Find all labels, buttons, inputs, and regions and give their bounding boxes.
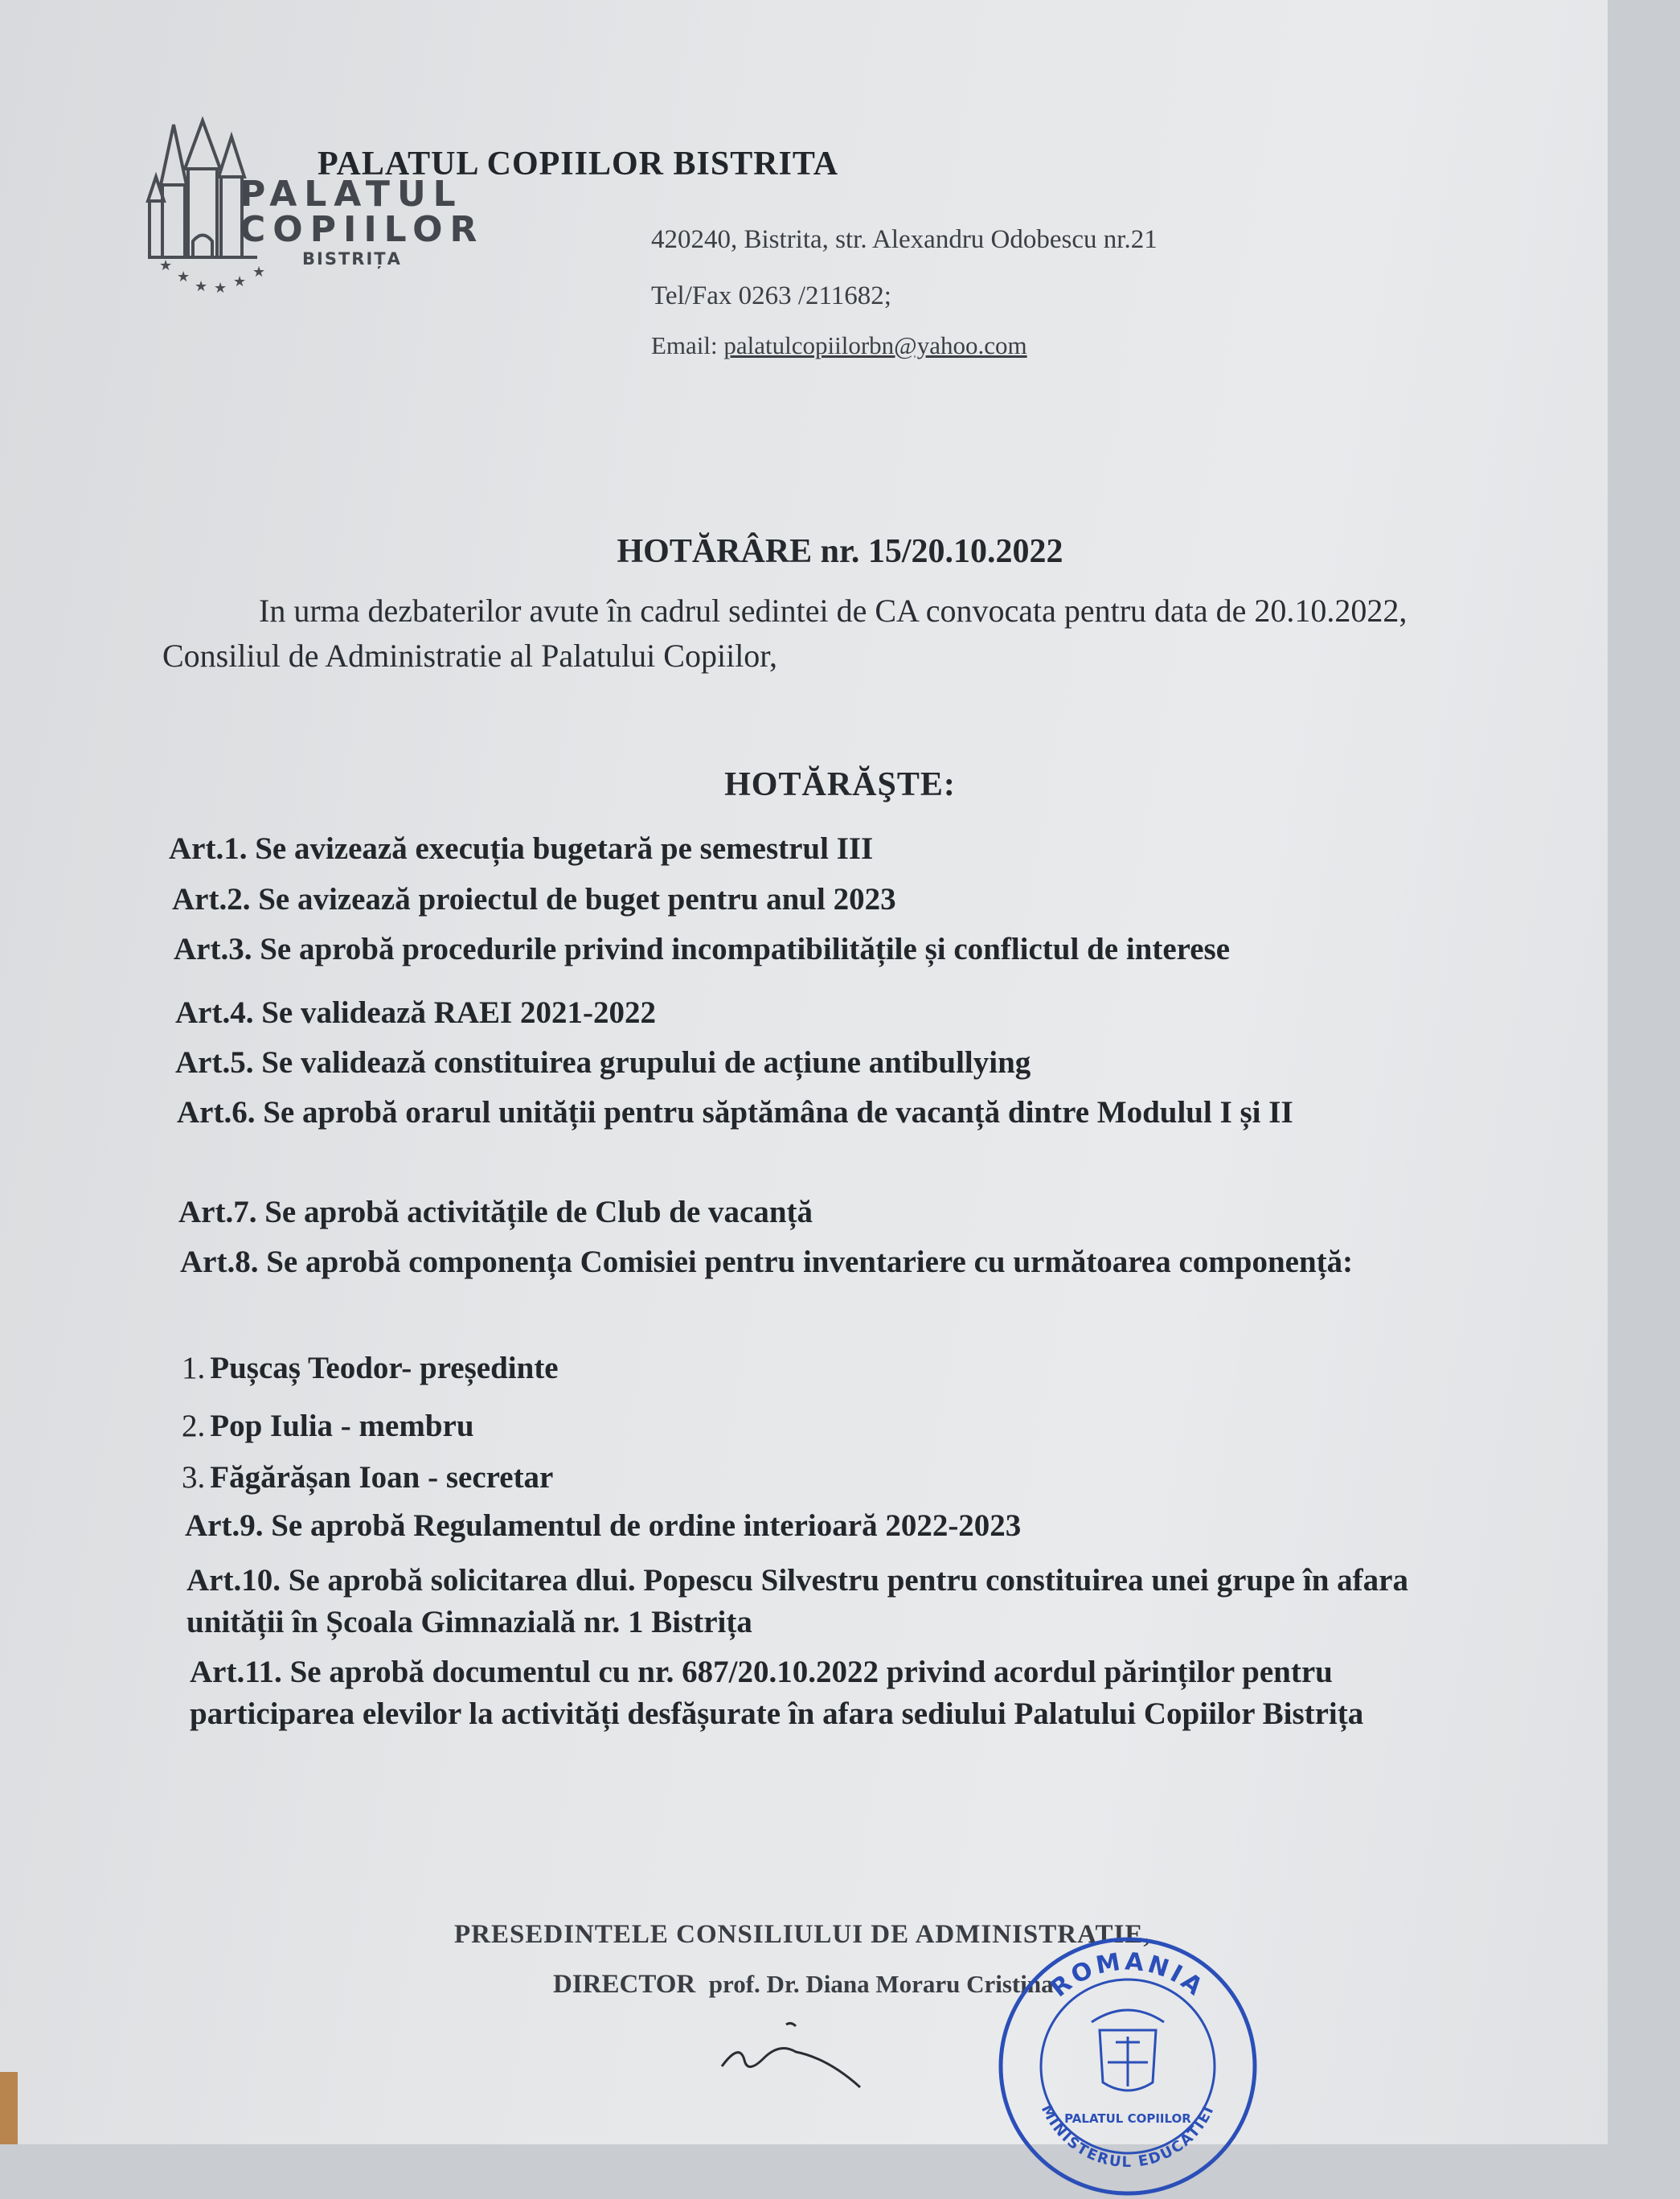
article-item	[172, 879, 896, 921]
svg-text:★: ★	[195, 278, 208, 295]
article-item	[190, 1651, 1468, 1735]
article-number: Art.8.	[180, 1245, 259, 1279]
logo-text-copiilor: COPIILOR	[240, 209, 485, 250]
article-text: Se aprobă Regulamentul de ordine interioară 2022-2023	[263, 1508, 1022, 1543]
member-name: Pușcaș Teodor- președinte	[210, 1351, 559, 1385]
article-item	[169, 828, 873, 870]
article-item	[175, 992, 656, 1034]
article-text: Se validează constituirea grupului de acțiune antibullying	[253, 1045, 1031, 1080]
article-text: Se aprobă orarul unității pentru săptămâna de vacanță dintre Modulul I și II	[255, 1095, 1293, 1130]
article-item	[178, 1192, 813, 1233]
phone-line: Tel/Fax 0263 /211682;	[651, 281, 891, 310]
article-number: Art.2.	[172, 882, 251, 917]
address-line: 420240, Bistrita, str. Alexandru Odobescu nr.21	[651, 225, 1158, 254]
email-link[interactable]: palatulcopiilorbn@yahoo.com	[723, 331, 1027, 359]
decree-heading: HOTĂRĂŞTE:	[724, 766, 956, 803]
logo-text-bistrita: BISTRIȚA	[302, 249, 402, 269]
svg-text:★: ★	[214, 280, 227, 297]
article-item	[175, 1042, 1031, 1084]
article-text: Se avizează execuția bugetară pe semestrul III	[247, 831, 874, 866]
director-label: DIRECTOR	[553, 1970, 696, 1999]
handwritten-signature	[707, 2010, 884, 2107]
commission-member	[182, 1348, 559, 1389]
intro-paragraph: In urma dezbaterilor avute în cadrul sedintei de CA convocata pentru data de 20.10.2022, Consiliul de Administratie al Palatului Copiilor,	[162, 593, 1408, 674]
president-role: PRESEDINTELE CONSILIULUI DE ADMINISTRATIE,	[454, 1920, 1151, 1949]
member-index: 3.	[182, 1460, 206, 1495]
article-number: Art.1.	[169, 831, 248, 866]
member-name: Pop Iulia - membru	[210, 1409, 474, 1443]
article-text: Se aprobă solicitarea dlui. Popescu Silvestru pentru constituirea unei grupe în afara unității în Școala Gimnazială nr. 1 Bistrița	[186, 1563, 1408, 1639]
svg-text:★: ★	[233, 273, 247, 290]
stamp-institution: PALATUL COPIILOR	[1064, 2111, 1191, 2126]
organization-name: PALATUL COPIILOR BISTRITA	[318, 146, 839, 183]
member-name: Făgărășan Ioan - secretar	[210, 1460, 554, 1495]
logo-text-palatul: PALATUL	[240, 174, 463, 215]
article-number: Art.10.	[186, 1563, 281, 1598]
svg-text:★: ★	[159, 257, 173, 274]
article-number: Art.11.	[190, 1655, 282, 1689]
article-text: Se aprobă activitățile de Club de vacanță	[256, 1195, 813, 1229]
email-label: Email:	[651, 331, 724, 359]
article-item	[180, 1241, 1402, 1283]
svg-text:★: ★	[177, 269, 191, 285]
article-text: Se aprobă documentul cu nr. 687/20.10.2022 privind acordul părinților pentru participarea elevilor la activități desfășurate în afara sediului Palatului Copiilor Bistrița	[190, 1655, 1364, 1731]
article-number: Art.5.	[175, 1045, 254, 1080]
article-item	[185, 1505, 1021, 1547]
desk-edge	[0, 2072, 18, 2144]
director-line	[553, 1970, 1054, 2000]
official-stamp	[995, 1934, 1260, 2199]
stamp-ministry: MINISTERUL EDUCATIEI	[1037, 2102, 1218, 2171]
article-text: Se aprobă componența Comisiei pentru inventariere cu următoarea componență:	[258, 1245, 1354, 1279]
article-text: Se aprobă procedurile privind incompatibilitățile și conflictul de interese	[252, 932, 1231, 966]
article-item	[177, 1092, 1495, 1134]
article-number: Art.4.	[175, 995, 254, 1030]
member-index: 1.	[182, 1351, 206, 1385]
article-number: Art.3.	[174, 932, 252, 966]
article-item	[186, 1560, 1440, 1643]
svg-text:★: ★	[252, 264, 266, 281]
article-number: Art.7.	[178, 1195, 257, 1229]
article-number: Art.6.	[177, 1095, 256, 1130]
document-title: HOTĂRÂRE nr. 15/20.10.2022	[617, 533, 1063, 570]
article-text: Se validează RAEI 2021-2022	[253, 995, 656, 1030]
stamp-country: ROMANIA	[1045, 1947, 1211, 2004]
commission-member	[182, 1405, 474, 1447]
article-text: Se avizează proiectul de buget pentru anul 2023	[250, 882, 896, 917]
coat-of-arms-icon	[1092, 2010, 1164, 2090]
svg-text:ROMANIA	[1045, 1947, 1210, 2003]
article-item	[174, 929, 1230, 970]
director-name: prof. Dr. Diana Moraru Cristina	[708, 1970, 1054, 1998]
member-index: 2.	[182, 1409, 206, 1443]
commission-member	[182, 1457, 553, 1499]
article-number: Art.9.	[185, 1508, 264, 1543]
